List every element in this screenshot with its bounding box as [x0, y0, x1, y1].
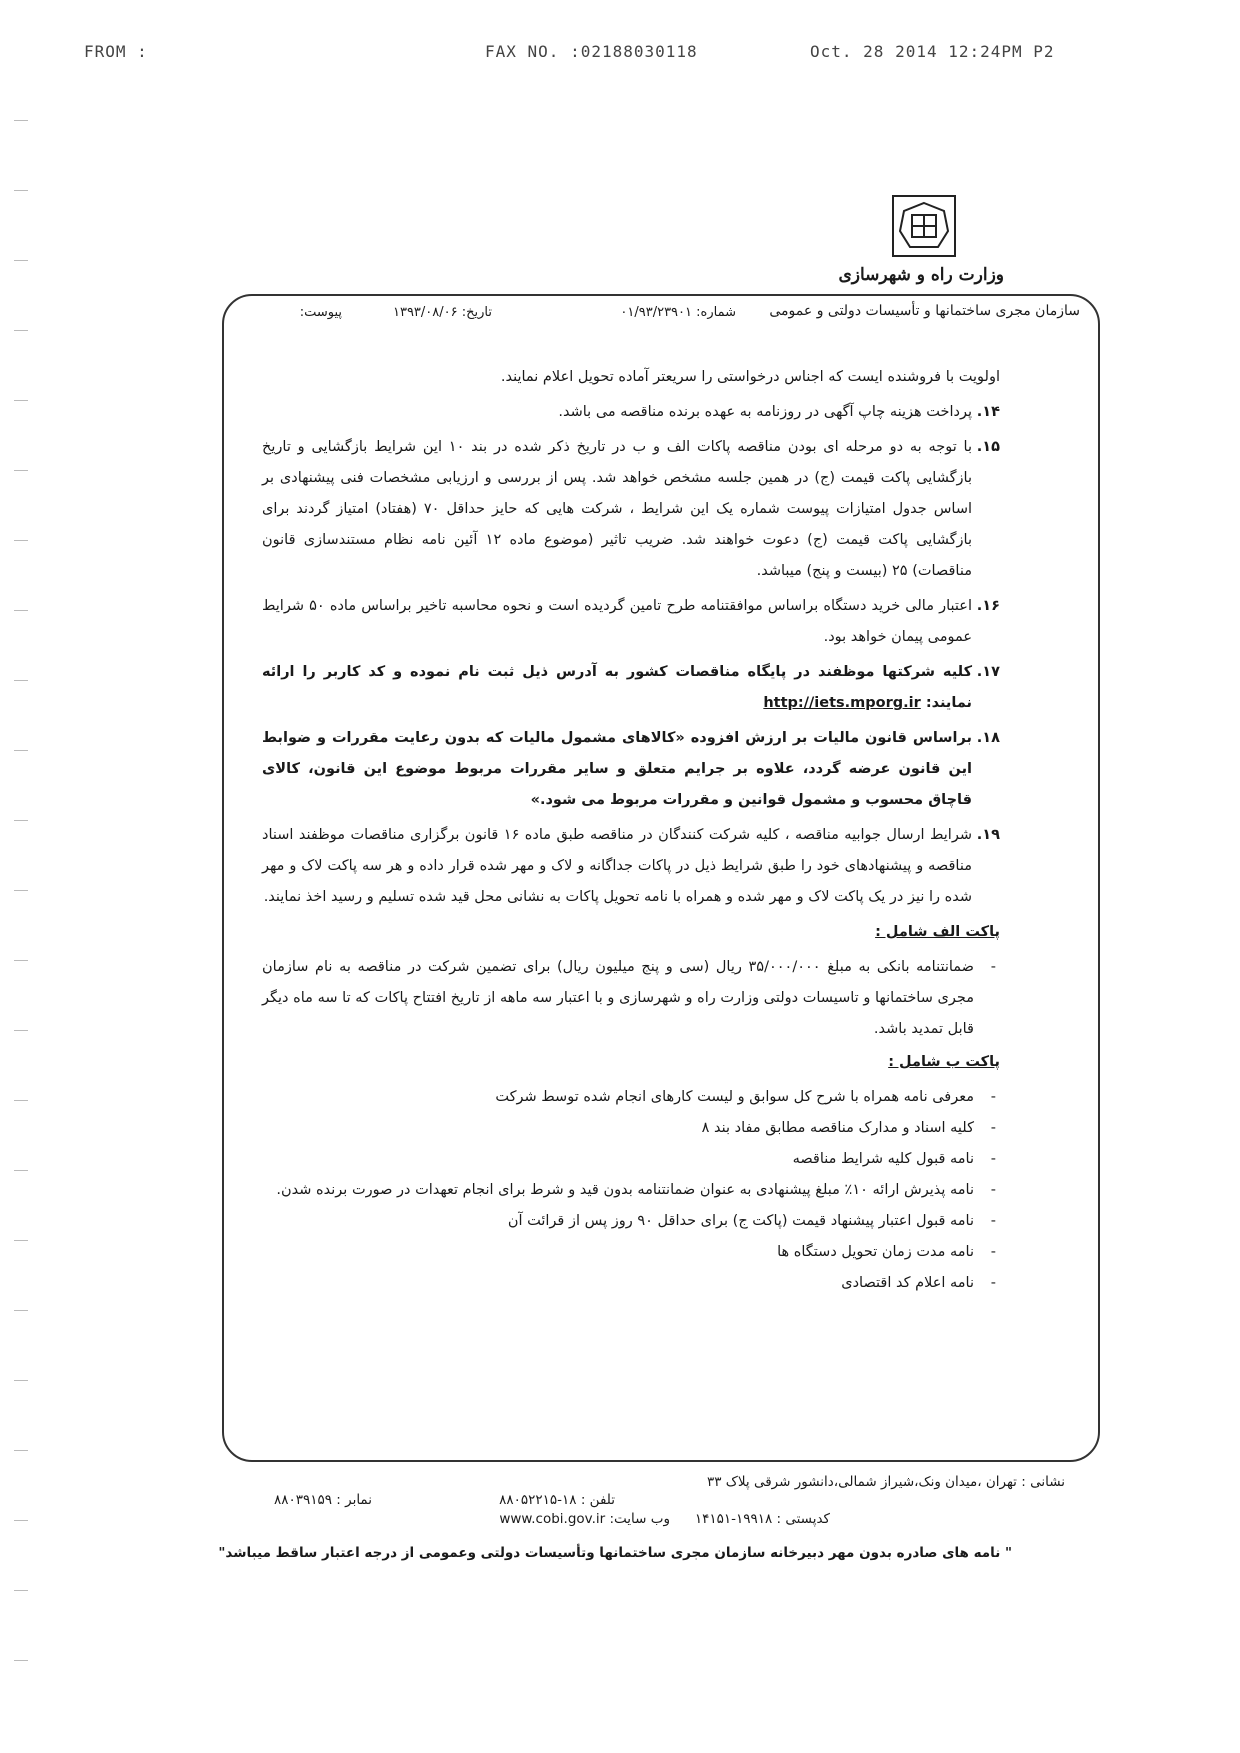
clause-17 [262, 657, 1000, 719]
letter-attachment: پیوست: [299, 305, 342, 320]
margin-scan-marks [14, 120, 30, 1720]
tenders-portal-link[interactable]: http://iets.mporg.ir [763, 695, 921, 711]
clause-16 [262, 591, 1000, 653]
clause-18 [262, 723, 1000, 816]
clause-text: اعتبار مالی خرید دستگاه براساس موافقتنامه طرح تامین گردیده است و نحوه محاسبه تاخیر براساس ماده ۵۰ شرایط عمومی پیمان خواهد بود. [262, 598, 972, 645]
clause-number: ۱۶. [976, 598, 1000, 614]
clause-text: شرایط ارسال جوابیه مناقصه ، کلیه شرکت کنندگان در مناقصه طبق ماده ۱۶ قانون برگزاری مناقصات موظفند اسناد مناقصه و پیشنهادهای خود را طبق شرایط ذیل در پاکات جداگانه و لاک و مهر شده قرار داده و هر سه پاکت لاک و مهر شده را نیز در یک پاکت لاک و مهر شده و همراه با نامه تحویل پاکات به نشانی محل قید شده تسلیم و رسید اخذ نمایند. [262, 827, 972, 905]
fax-number: FAX NO. :02188030118 [485, 42, 698, 61]
clause-number: ۱۴. [976, 404, 1000, 420]
list-item: - ضمانتنامه بانکی به مبلغ ۳۵/۰۰۰/۰۰۰ ریال (سی و پنج میلیون ریال) برای تضمین شرکت در مناقصه به نام سازمان مجری ساختمانها و تاسیسات دولتی وزارت راه و شهرسازی و با اعتبار سه ماهه از تاریخ افتتاح پاکات که تا سه ماه دیگر قابل تمدید باشد. [262, 952, 1000, 1045]
list-item: - نامه اعلام کد اقتصادی [262, 1268, 1000, 1299]
intro-text: اولویت با فروشنده ایست که اجناس درخواستی را سریعتر آماده تحویل اعلام نمایند. [500, 369, 1000, 385]
footer-website[interactable]: وب سایت: www.cobi.gov.ir [499, 1511, 670, 1527]
list-item: - نامه مدت زمان تحویل دستگاه ها [262, 1237, 1000, 1268]
letter-date: تاریخ: ۱۳۹۳/۰۸/۰۶ [392, 305, 492, 320]
clause-number: ۱۹. [976, 827, 1000, 843]
letter-body [262, 362, 1000, 1299]
clause-14 [262, 397, 1000, 428]
list-item: - نامه قبول اعتبار پیشنهاد قیمت (پاکت ج) برای حداقل ۹۰ روز پس از قرائت آن [262, 1206, 1000, 1237]
footer-note: " نامه های صادره بدون مهر دبیرخانه سازمان مجری ساختمانها وتأسیسات دولتی وعمومی از درجه اعتبار ساقط میباشد" [218, 1545, 1012, 1561]
packet-b-heading: پاکت ب شامل : [888, 1054, 1000, 1070]
list-item: - نامه قبول کلیه شرایط مناقصه [262, 1144, 1000, 1175]
packet-a-list [262, 952, 1000, 1045]
clause-number: ۱۸. [976, 730, 1000, 746]
footer-address: نشانی : تهران ،میدان ونک،شیراز شمالی،دانشور شرقی پلاک ۳۳ [706, 1474, 1065, 1490]
clause-number: ۱۷. [976, 664, 1000, 680]
clause-number: ۱۵. [976, 439, 1000, 455]
packet-b-list [262, 1082, 1000, 1299]
ministry-logo-icon [892, 195, 956, 257]
letter-number: شماره: ۰۱/۹۳/۲۳۹۰۱ [620, 305, 736, 320]
footer-postal-code: کدپستی : ۱۹۹۱۸-۱۴۱۵۱ [694, 1511, 830, 1527]
clause-15 [262, 432, 1000, 587]
organization-name: سازمان مجری ساختمانها و تأسیسات دولتی و عمومی [769, 303, 1080, 319]
clause-text: کلیه شرکتها موظفند در پایگاه مناقصات کشور به آدرس ذیل ثبت نام نموده و کد کاربر را ارائه نمایند: [262, 664, 972, 711]
clause-19 [262, 820, 1000, 913]
list-item: - کلیه اسناد و مدارک مناقصه مطابق مفاد بند ۸ [262, 1113, 1000, 1144]
list-item: - نامه پذیرش ارائه ۱۰٪ مبلغ پیشنهادی به عنوان ضمانتنامه بدون قید و شرط برای انجام تعهدات در صورت برنده شدن. [262, 1175, 1000, 1206]
clause-text: براساس قانون مالیات بر ارزش افزوده «کالاهای مشمول مالیات که بدون رعایت مقررات و ضوابط این قانون عرضه گردد، علاوه بر جرایم متعلق و سایر مقررات مربوط موضوع این قانون، کالای قاچاق محسوب و مشمول قوانین و مقررات مربوط می شود.» [262, 730, 972, 808]
fax-from: FROM : [84, 42, 148, 61]
list-item: - معرفی نامه همراه با شرح کل سوابق و لیست کارهای انجام شده توسط شرکت [262, 1082, 1000, 1113]
footer-fax: نمابر : ۸۸۰۳۹۱۵۹ [273, 1492, 372, 1508]
fax-date: Oct. 28 2014 12:24PM P2 [810, 42, 1055, 61]
footer-phone: تلفن : ۱۸-۸۸۰۵۲۲۱۵ [499, 1492, 615, 1508]
clause-text: پرداخت هزینه چاپ آگهی در روزنامه به عهده برنده مناقصه می باشد. [558, 404, 972, 420]
ministry-name: وزارت راه و شهرسازی [838, 265, 1004, 285]
packet-a-heading: پاکت الف شامل : [875, 924, 1000, 940]
clause-text: با توجه به دو مرحله ای بودن مناقصه پاکات الف و ب در تاریخ ذکر شده در بند ۱۰ این شرایط بازگشایی و تاریخ بازگشایی پاکت قیمت (ج) در همین جلسه مشخص خواهد شد. پس از بررسی و ارزیابی مشخصات فنی پیشنهادی بر اساس جدول امتیازات پیوست شماره یک این شرایط ، شرکت هایی که حایز حداقل ۷۰ (هفتاد) امتیاز گردند برای بازگشایی پاکت قیمت (ج) دعوت خواهند شد. ضریب تاثیر (موضوع ماده ۱۲ آئین نامه نظام مستندسازی قانون مناقصات) ۲۵ (بیست و پنج) میباشد. [262, 439, 972, 579]
